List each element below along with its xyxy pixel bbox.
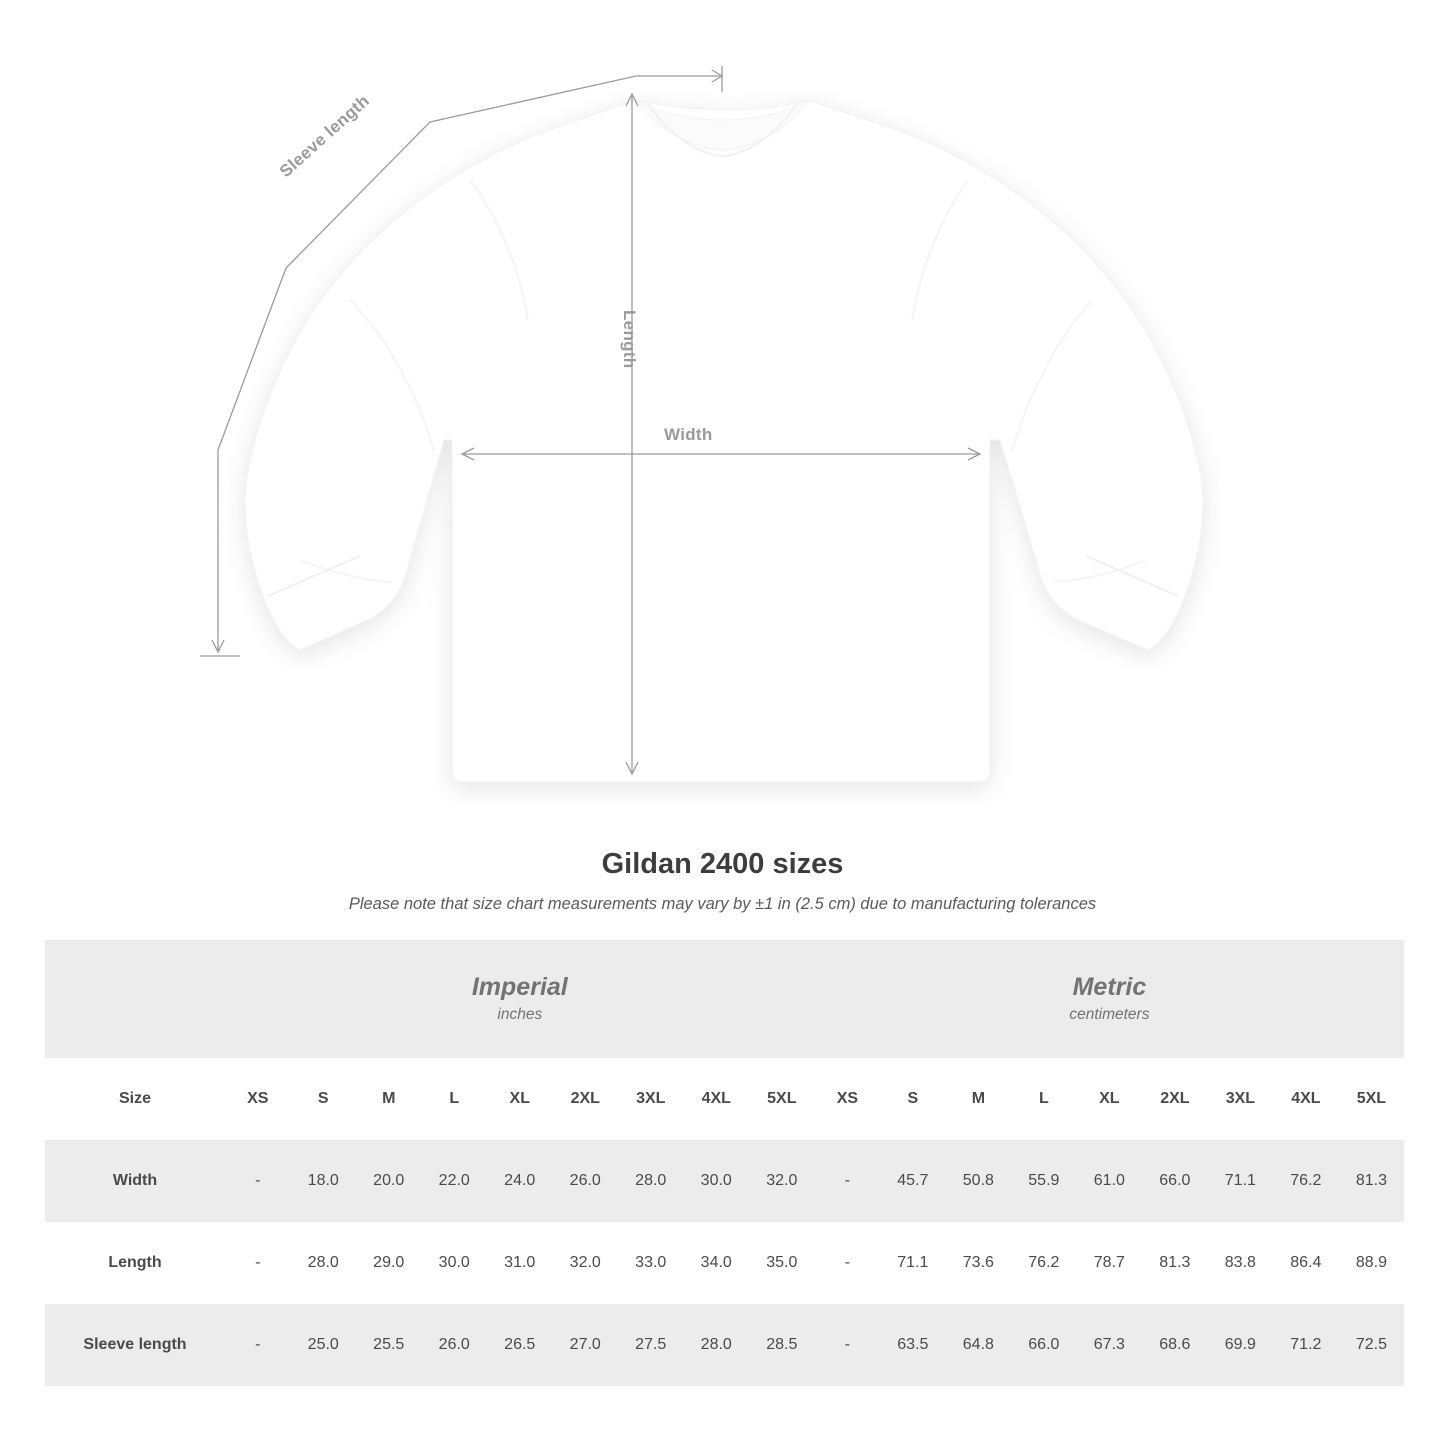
cell-length-imperial-2xl: 32.0 xyxy=(553,1222,619,1304)
cell-length-imperial-5xl: 35.0 xyxy=(749,1222,815,1304)
cell-sleeve-metric-5xl: 72.5 xyxy=(1339,1304,1405,1386)
col-head-metric-5xl: 5XL xyxy=(1339,1058,1405,1140)
cell-length-imperial-3xl: 33.0 xyxy=(618,1222,684,1304)
col-head-metric-3xl: 3XL xyxy=(1208,1058,1274,1140)
width-label: Width xyxy=(664,425,713,444)
cell-width-metric-s: 45.7 xyxy=(880,1140,946,1222)
cell-length-imperial-4xl: 34.0 xyxy=(684,1222,750,1304)
table-row xyxy=(45,1304,1404,1386)
shirt-shape xyxy=(245,100,1203,782)
cell-width-metric-xs: - xyxy=(815,1140,881,1222)
table-row xyxy=(45,1140,1404,1222)
cell-length-metric-xs: - xyxy=(815,1222,881,1304)
cell-width-imperial-m: 20.0 xyxy=(356,1140,422,1222)
unit-header-spacer xyxy=(45,940,225,1058)
imperial-units-label: inches xyxy=(497,1006,543,1023)
cell-sleeve-imperial-xl: 26.5 xyxy=(487,1304,553,1386)
cell-length-metric-5xl: 88.9 xyxy=(1339,1222,1405,1304)
col-head-metric-m: M xyxy=(946,1058,1012,1140)
size-table-wrap xyxy=(45,940,1400,1386)
cell-width-metric-2xl: 66.0 xyxy=(1142,1140,1208,1222)
col-head-imperial-xs: XS xyxy=(225,1058,291,1140)
cell-length-metric-s: 71.1 xyxy=(880,1222,946,1304)
cell-width-imperial-xl: 24.0 xyxy=(487,1140,553,1222)
table-row xyxy=(45,1222,1404,1304)
cell-length-metric-l: 76.2 xyxy=(1011,1222,1077,1304)
length-label: Length xyxy=(620,310,639,369)
col-head-metric-2xl: 2XL xyxy=(1142,1058,1208,1140)
cell-sleeve-imperial-3xl: 27.5 xyxy=(618,1304,684,1386)
unit-header-metric xyxy=(815,940,1405,1058)
cell-sleeve-imperial-5xl: 28.5 xyxy=(749,1304,815,1386)
cell-width-metric-4xl: 76.2 xyxy=(1273,1140,1339,1222)
col-head-imperial-l: L xyxy=(422,1058,488,1140)
tolerance-note: Please note that size chart measurements may vary by ±1 in (2.5 cm) due to manufacturing tolerances xyxy=(348,895,1097,913)
cell-sleeve-imperial-xs: - xyxy=(225,1304,291,1386)
col-head-imperial-xl: XL xyxy=(487,1058,553,1140)
row-label-width: Width xyxy=(45,1140,225,1222)
title-block xyxy=(0,848,1445,914)
cell-length-imperial-xl: 31.0 xyxy=(487,1222,553,1304)
cell-length-metric-2xl: 81.3 xyxy=(1142,1222,1208,1304)
col-head-metric-xs: XS xyxy=(815,1058,881,1140)
sleeve-length-label: Sleeve length xyxy=(276,91,374,182)
cell-width-imperial-xs: - xyxy=(225,1140,291,1222)
cell-sleeve-metric-l: 66.0 xyxy=(1011,1304,1077,1386)
cell-length-metric-m: 73.6 xyxy=(946,1222,1012,1304)
cell-width-metric-l: 55.9 xyxy=(1011,1140,1077,1222)
cell-sleeve-metric-xs: - xyxy=(815,1304,881,1386)
cell-length-metric-3xl: 83.8 xyxy=(1208,1222,1274,1304)
cell-sleeve-metric-4xl: 71.2 xyxy=(1273,1304,1339,1386)
cell-width-imperial-4xl: 30.0 xyxy=(684,1140,750,1222)
cell-width-imperial-5xl: 32.0 xyxy=(749,1140,815,1222)
col-head-imperial-3xl: 3XL xyxy=(618,1058,684,1140)
col-head-imperial-m: M xyxy=(356,1058,422,1140)
metric-system-label: Metric xyxy=(1072,972,1147,1001)
cell-sleeve-metric-s: 63.5 xyxy=(880,1304,946,1386)
cell-sleeve-metric-m: 64.8 xyxy=(946,1304,1012,1386)
cell-width-imperial-s: 18.0 xyxy=(291,1140,357,1222)
cell-length-imperial-m: 29.0 xyxy=(356,1222,422,1304)
cell-width-imperial-3xl: 28.0 xyxy=(618,1140,684,1222)
col-head-metric-l: L xyxy=(1011,1058,1077,1140)
cell-sleeve-metric-xl: 67.3 xyxy=(1077,1304,1143,1386)
cell-width-imperial-l: 22.0 xyxy=(422,1140,488,1222)
cell-length-imperial-s: 28.0 xyxy=(291,1222,357,1304)
cell-sleeve-imperial-2xl: 27.0 xyxy=(553,1304,619,1386)
cell-width-metric-xl: 61.0 xyxy=(1077,1140,1143,1222)
cell-width-metric-m: 50.8 xyxy=(946,1140,1012,1222)
cell-sleeve-metric-3xl: 69.9 xyxy=(1208,1304,1274,1386)
row-label-sleeve-length: Sleeve length xyxy=(45,1304,225,1386)
unit-header-row xyxy=(45,940,1404,1058)
cell-sleeve-imperial-s: 25.0 xyxy=(291,1304,357,1386)
cell-width-metric-5xl: 81.3 xyxy=(1339,1140,1405,1222)
cell-width-imperial-2xl: 26.0 xyxy=(553,1140,619,1222)
cell-sleeve-imperial-m: 25.5 xyxy=(356,1304,422,1386)
size-row-header: Size xyxy=(45,1058,225,1140)
col-head-metric-s: S xyxy=(880,1058,946,1140)
metric-units-label: centimeters xyxy=(1069,1006,1150,1023)
col-head-metric-xl: XL xyxy=(1077,1058,1143,1140)
cell-length-metric-4xl: 86.4 xyxy=(1273,1222,1339,1304)
cell-width-metric-3xl: 71.1 xyxy=(1208,1140,1274,1222)
col-head-imperial-2xl: 2XL xyxy=(553,1058,619,1140)
size-header-row xyxy=(45,1058,1404,1140)
col-head-metric-4xl: 4XL xyxy=(1273,1058,1339,1140)
size-table xyxy=(45,940,1404,1386)
cell-length-metric-xl: 78.7 xyxy=(1077,1222,1143,1304)
col-head-imperial-5xl: 5XL xyxy=(749,1058,815,1140)
cell-sleeve-imperial-4xl: 28.0 xyxy=(684,1304,750,1386)
imperial-system-label: Imperial xyxy=(471,972,568,1001)
cell-sleeve-metric-2xl: 68.6 xyxy=(1142,1304,1208,1386)
unit-header-imperial xyxy=(225,940,815,1058)
cell-length-imperial-l: 30.0 xyxy=(422,1222,488,1304)
cell-length-imperial-xs: - xyxy=(225,1222,291,1304)
col-head-imperial-s: S xyxy=(291,1058,357,1140)
page-title: Gildan 2400 sizes xyxy=(601,848,844,880)
cell-sleeve-imperial-l: 26.0 xyxy=(422,1304,488,1386)
col-head-imperial-4xl: 4XL xyxy=(684,1058,750,1140)
row-label-length: Length xyxy=(45,1222,225,1304)
